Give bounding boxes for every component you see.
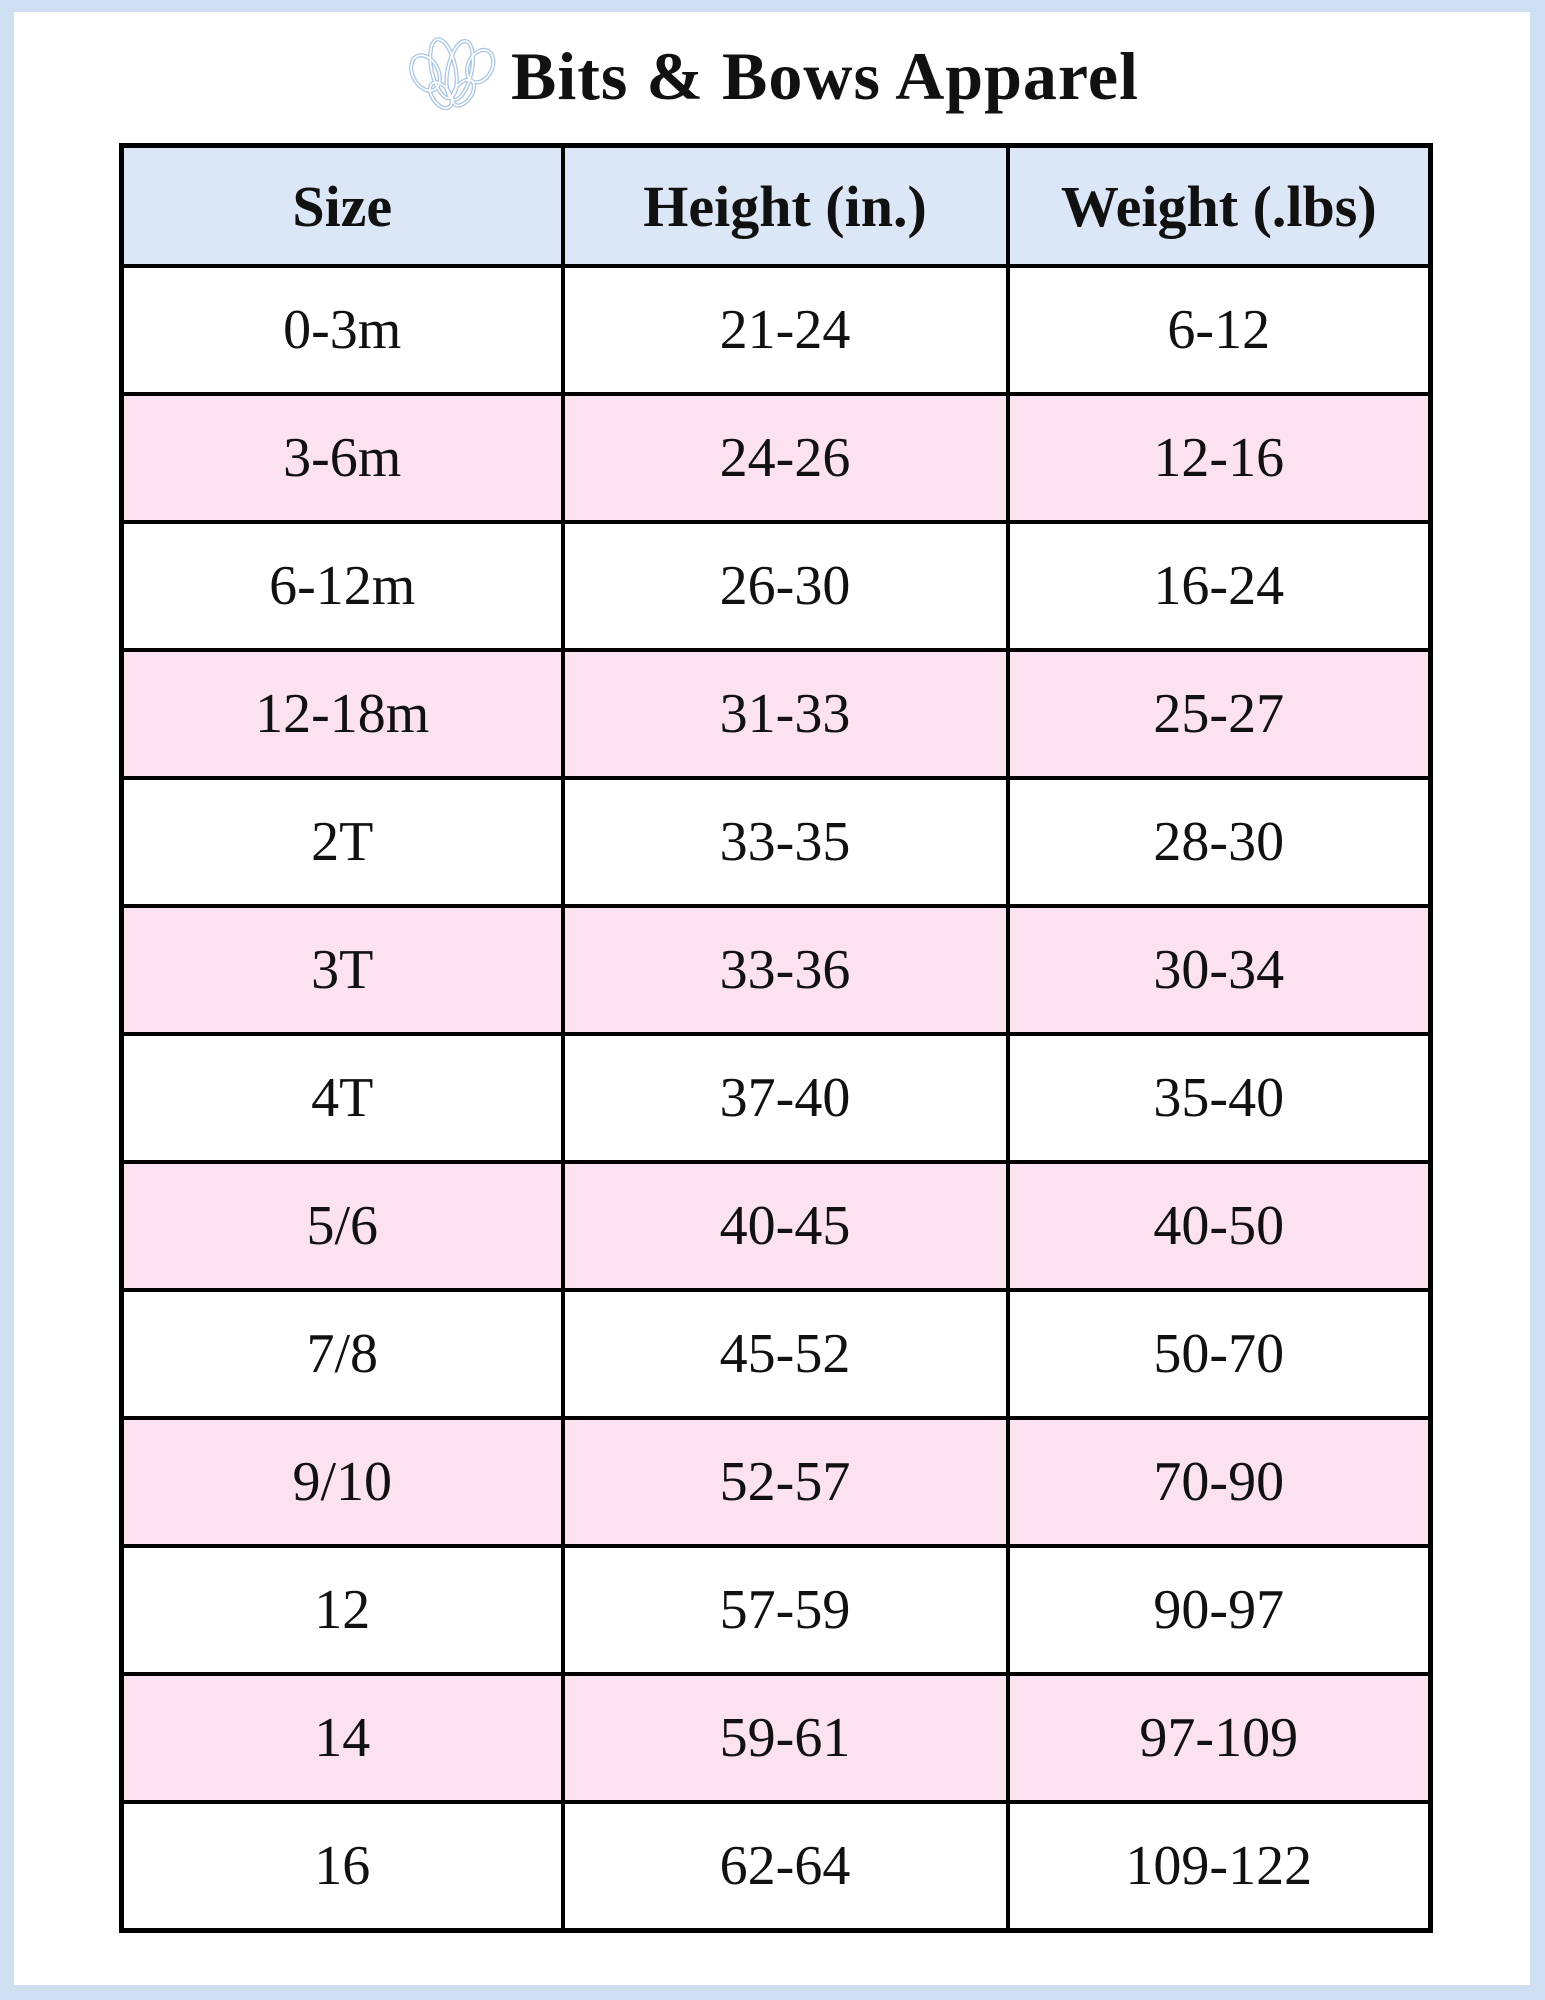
table-cell: 31-33 (563, 650, 1008, 778)
interlocking-bows-monogram-icon (405, 26, 499, 120)
table-cell: 35-40 (1008, 1034, 1431, 1162)
table-cell: 50-70 (1008, 1290, 1431, 1418)
table-cell: 62-64 (563, 1802, 1008, 1931)
col-header-size: Size (122, 146, 563, 267)
table-row (122, 1290, 1431, 1418)
col-header-height: Height (in.) (563, 146, 1008, 267)
table-cell: 12-16 (1008, 394, 1431, 522)
table-row (122, 1418, 1431, 1546)
table-cell: 7/8 (122, 1290, 563, 1418)
table-cell: 30-34 (1008, 906, 1431, 1034)
header-row (122, 146, 1431, 267)
table-cell: 2T (122, 778, 563, 906)
table-cell: 45-52 (563, 1290, 1008, 1418)
table-cell: 6-12m (122, 522, 563, 650)
table-cell: 40-50 (1008, 1162, 1431, 1290)
page-title: Bits & Bows Apparel (511, 38, 1139, 114)
table-cell: 16-24 (1008, 522, 1431, 650)
table-cell: 3-6m (122, 394, 563, 522)
table-cell: 33-35 (563, 778, 1008, 906)
table-cell: 25-27 (1008, 650, 1431, 778)
table-row (122, 906, 1431, 1034)
brand-header (14, 26, 1530, 120)
table-cell: 24-26 (563, 394, 1008, 522)
table-row (122, 778, 1431, 906)
table-cell: 59-61 (563, 1674, 1008, 1802)
table-cell: 57-59 (563, 1546, 1008, 1674)
size-chart-body (122, 266, 1431, 1931)
size-chart-table (119, 143, 1433, 1933)
table-cell: 4T (122, 1034, 563, 1162)
table-cell: 26-30 (563, 522, 1008, 650)
table-cell: 21-24 (563, 266, 1008, 394)
table-cell: 70-90 (1008, 1418, 1431, 1546)
table-row (122, 650, 1431, 778)
table-cell: 28-30 (1008, 778, 1431, 906)
table-row (122, 1034, 1431, 1162)
table-cell: 97-109 (1008, 1674, 1431, 1802)
table-row (122, 1162, 1431, 1290)
table-row (122, 394, 1431, 522)
col-header-weight: Weight (.lbs) (1008, 146, 1431, 267)
table-cell: 12 (122, 1546, 563, 1674)
table-cell: 5/6 (122, 1162, 563, 1290)
table-cell: 90-97 (1008, 1546, 1431, 1674)
table-cell: 3T (122, 906, 563, 1034)
table-cell: 9/10 (122, 1418, 563, 1546)
table-row (122, 1546, 1431, 1674)
table-cell: 52-57 (563, 1418, 1008, 1546)
table-cell: 6-12 (1008, 266, 1431, 394)
table-row (122, 522, 1431, 650)
table-cell: 40-45 (563, 1162, 1008, 1290)
table-row (122, 266, 1431, 394)
table-cell: 109-122 (1008, 1802, 1431, 1931)
table-cell: 14 (122, 1674, 563, 1802)
table-cell: 33-36 (563, 906, 1008, 1034)
table-row (122, 1674, 1431, 1802)
table-row (122, 1802, 1431, 1931)
table-cell: 16 (122, 1802, 563, 1931)
table-cell: 12-18m (122, 650, 563, 778)
table-cell: 0-3m (122, 266, 563, 394)
page (14, 12, 1530, 1985)
table-cell: 37-40 (563, 1034, 1008, 1162)
